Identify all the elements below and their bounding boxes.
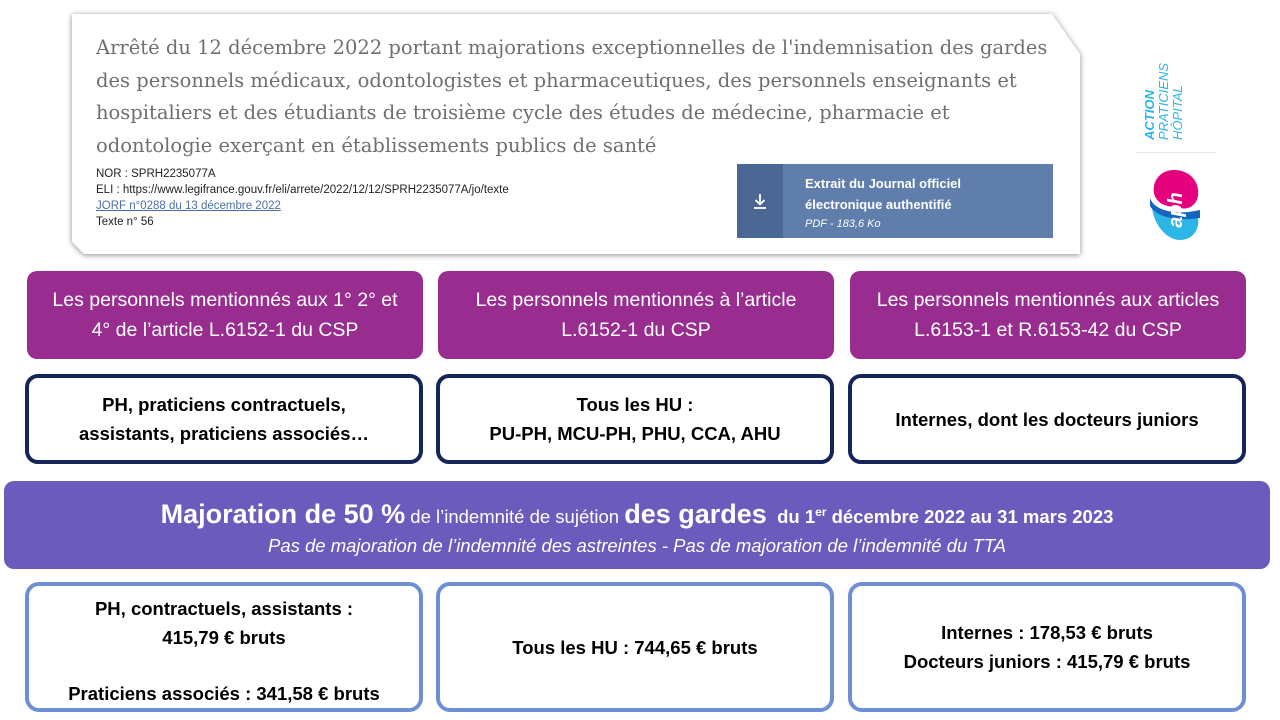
logo-divider [1136, 152, 1216, 153]
amount-line: PH, contractuels, assistants : [94, 598, 354, 619]
amount-line: Praticiens associés : 341,58 € bruts [68, 683, 380, 704]
nor-line: NOR : SPRH2235077A [96, 168, 216, 180]
majoration-banner [4, 481, 1270, 569]
svg-text:PRATICIENS [1156, 63, 1171, 140]
download-icon-box [737, 164, 783, 238]
amount-box-3 [848, 582, 1246, 712]
banner-majoration: Majoration de 50 % [160, 499, 406, 530]
category-box-2 [438, 271, 834, 359]
legifrance-header-card [72, 14, 1080, 254]
svg-text:HÔPITAL [1170, 85, 1185, 140]
download-label [783, 164, 961, 238]
download-pdf-button[interactable] [737, 164, 1053, 238]
download-title-line1: Extrait du Journal officiel [805, 176, 962, 191]
logo-word-action: ACTION [1142, 90, 1157, 140]
population-box-3 [848, 374, 1246, 464]
amount-box-1 [25, 582, 423, 712]
action-praticiens-hopital-logo [1142, 40, 1208, 140]
population-line: assistants, praticiens associés… [79, 423, 369, 444]
category-box-1 [27, 271, 423, 359]
banner-date-start: du 1 [777, 506, 816, 528]
logo-word-praticiens: PRATICIENS [1156, 62, 1171, 140]
amount-line: 415,79 € bruts [162, 627, 286, 648]
banner-subline: Pas de majoration de l’indemnité des astreintes - Pas de majoration de l’indemnité du TTA [268, 535, 1006, 557]
amount-line: Docteurs juniors : 415,79 € bruts [903, 651, 1191, 672]
banner-des-gardes: des gardes [624, 499, 767, 530]
arrete-title: Arrêté du 12 décembre 2022 portant majorations exceptionnelles de l'indemnisation des gardes des personnels médicaux, odontologistes et pharmaceutiques, des personnels enseignants et hospitaliers et des étudiants de troisième cycle des études de médecine, pharmacie et odontologie exerçant en établissements publics de santé [96, 36, 1048, 157]
category-box-3 [850, 271, 1246, 359]
population-box-2 [436, 374, 834, 464]
banner-date-range: décembre 2022 au 31 mars 2023 [826, 506, 1114, 528]
population-line: Internes, dont les docteurs juniors [895, 408, 1199, 430]
aph-badge-logo [1144, 166, 1204, 244]
population-line: Tous les HU : [576, 394, 694, 415]
download-icon [752, 192, 768, 210]
category-text: Les personnels mentionnés à l’article L.6152-1 du CSP [475, 289, 797, 341]
amount-box-2 [436, 582, 834, 712]
population-line: PU-PH, MCU-PH, PHU, CCA, AHU [489, 423, 781, 444]
banner-headline [4, 495, 1270, 534]
category-text: Les personnels mentionnés aux 1° 2° et 4° de l’article L.6152-1 du CSP [52, 289, 398, 341]
document-metadata [96, 166, 509, 230]
jorf-link[interactable]: JORF n°0288 du 13 décembre 2022 [96, 200, 281, 212]
population-box-1 [25, 374, 423, 464]
eli-line: ELI : https://www.legifrance.gouv.fr/eli/arrete/2022/12/12/SPRH2235077A/jo/texte [96, 184, 509, 196]
amount-line: Tous les HU : 744,65 € bruts [512, 636, 758, 658]
download-title-line2: électronique authentifié [805, 197, 952, 212]
category-text: Les personnels mentionnés aux articles L.6153-1 et R.6153-42 du CSP [876, 289, 1220, 341]
logo-word-hopital: HÔPITAL [1170, 85, 1185, 140]
banner-indemnite: de l’indemnité de sujétion [405, 506, 625, 528]
amount-line: Internes : 178,53 € bruts [941, 622, 1153, 643]
svg-text:ACTION [1142, 90, 1157, 140]
population-line: PH, praticiens contractuels, [102, 394, 346, 415]
texte-number: Texte n° 56 [96, 216, 154, 228]
aph-badge-text: aph [1165, 192, 1187, 228]
banner-superscript: er [815, 505, 827, 519]
download-file-size: PDF - 183,6 Ko [805, 218, 881, 230]
